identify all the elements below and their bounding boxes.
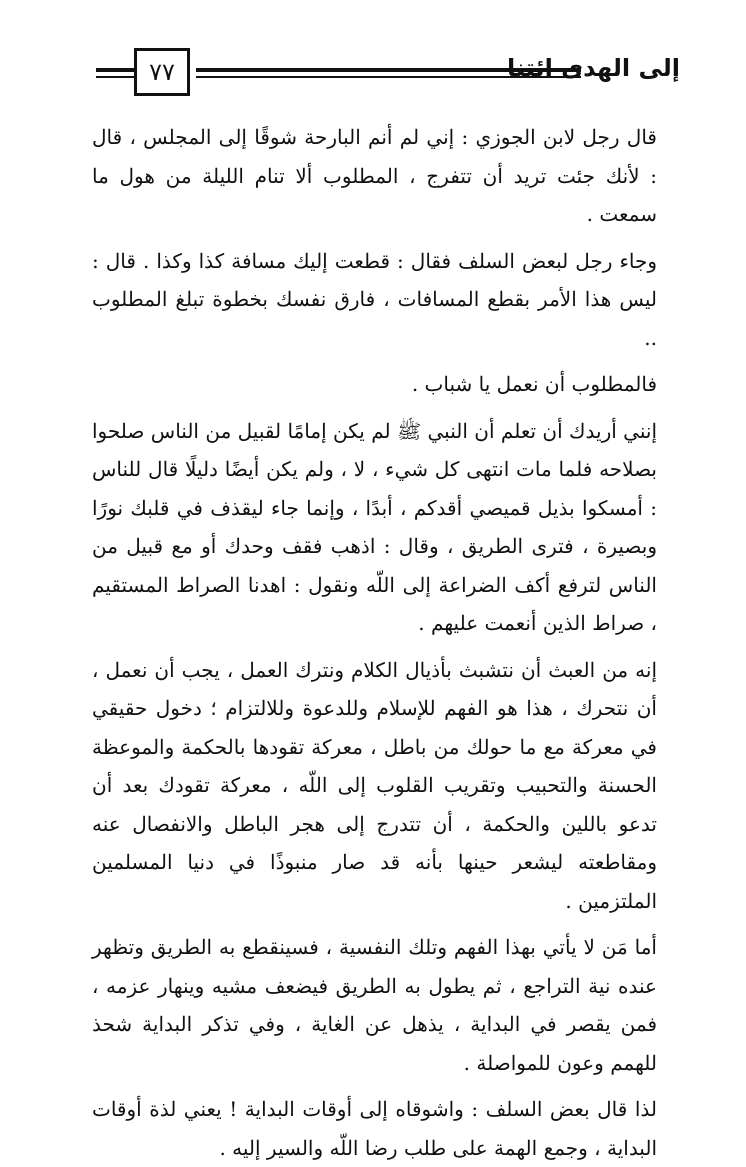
paragraph-2: وجاء رجل لبعض السلف فقال : قطعت إليك مسافة كذا وكذا . قال : ليس هذا الأمر بقطع المسافات ، فارق نفسك بخطوة تبلغ المطلوب .. <box>92 248 657 350</box>
paragraph-3: فالمطلوب أن نعمل يا شباب . <box>411 372 657 396</box>
paragraph-6: أما مَن لا يأتي بهذا الفهم وتلك النفسية ، فسينقطع به الطريق وتظهر عنده نية التراجع ، ثم يطول به الطريق فيضعف مشيه وينهار عزمه ، فمن يقصر في البداية ، يذهل عن الغاية ، وفي تذكر البداية شحذ للهمم وعون للمواصلة . <box>92 935 657 1075</box>
page-number: ٧٧ <box>134 48 190 96</box>
paragraph-1: قال رجل لابن الجوزي : إني لم أنم البارحة شوقًا إلى المجلس ، قال : لأنك جئت تريد أن تتفرج ، المطلوب ألا تنام الليلة من هول ما سمعت . <box>92 125 657 226</box>
page-body <box>92 118 657 1167</box>
paragraph-5: إنه من العبث أن نتشبث بأذيال الكلام ونترك العمل ، يجب أن نعمل ، أن نتحرك ، هذا هو الفهم للإسلام وللدعوة وللالتزام ؛ دخول حقيقي في معركة مع ما حولك من باطل ، معركة تقودها بالحكمة والموعظة الحسنة والتحبيب وتقريب القلوب إلى اللّه ، معركة تقودك بعد أن تدعو باللين والحكمة ، أن تتدرج إلى هجر الباطل والانفصال عنه ومقاطعته ليشعر حينها بأنه قد صار منبوذًا في دنيا المسلمين الملتزمين . <box>92 657 657 913</box>
header-rule-left-thin <box>96 76 134 78</box>
header-rule-left <box>96 68 134 72</box>
paragraph-7: لذا قال بعض السلف : واشوقاه إلى أوقات البداية ! يعني لذة أوقات البداية ، وجمع الهمة على طلب رضا اللّه والسير إليه . <box>92 1097 657 1160</box>
paragraph-4: إنني أريدك أن تعلم أن النبي ﷺ لم يكن إمامًا لقبيل من الناس صلحوا بصلاحه فلما مات انتهى كل شيء ، لا ، ولم يكن أيضًا دليلًا قال للناس : أمسكوا بذيل قميصي أقدكم ، أبدًا ، وإنما جاء ليقذف في قلبك نورًا وبصيرة ، فترى الطريق ، وقال : اذهب فقف وحدك أو مع قبيل من الناس لترفع أكف الضراعة إلى اللّه ونقول : اهدنا الصراط المستقيم ، صراط الذين أنعمت عليهم . <box>92 418 657 635</box>
page-header <box>0 40 746 120</box>
running-title: إلى الهدى ائتنا <box>506 54 680 82</box>
